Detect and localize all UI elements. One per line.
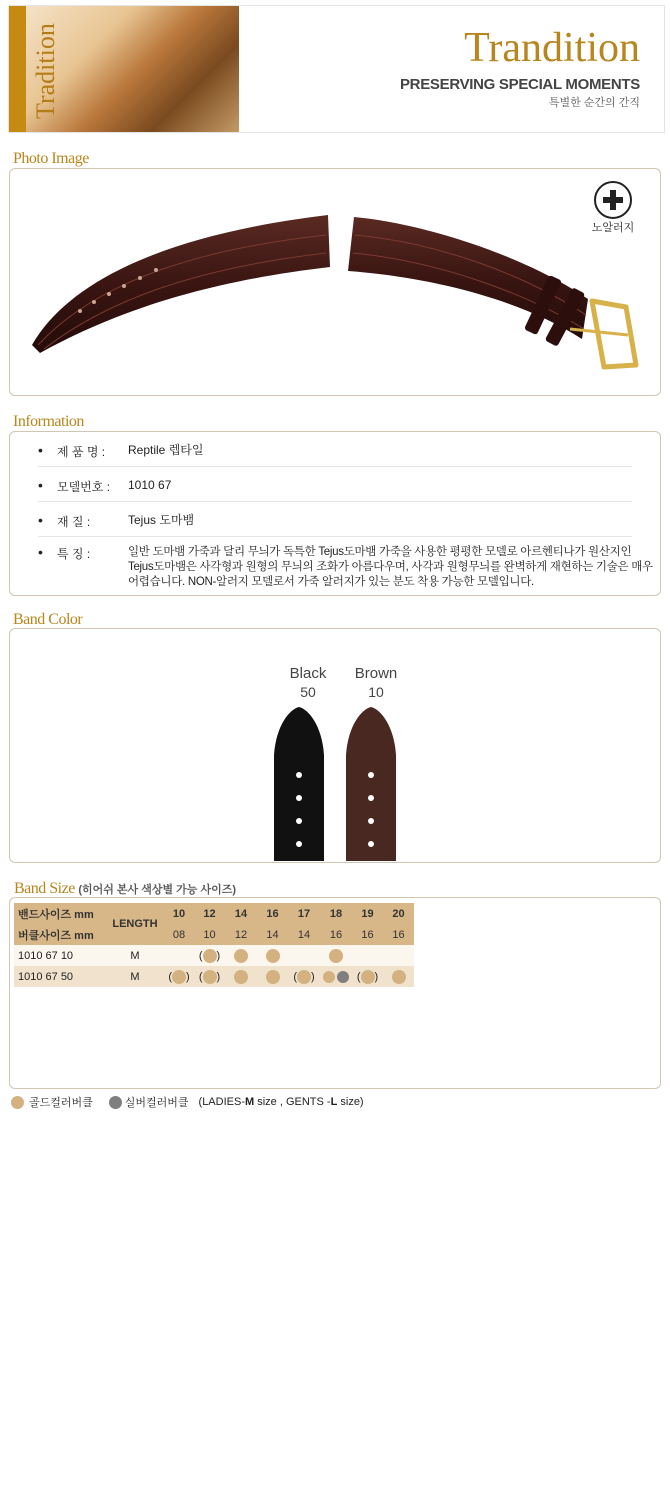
info-value: 일반 도마뱀 가죽과 달리 무늬가 독특한 Tejus도마뱀 가죽을 사용한 평평한 모델로 아르헨티나가 원산지인 Tejus도마뱀은 사각형과 원형의 무늬의 조화가 아름다우며, 사각과 원형무늬를 완벽하게 재현하는 기술은 매우 어렵습니다. NON-알러지 모델로서 가죽 알러지가 있는 분도 착용 가능한 모델입니다. <box>128 546 653 588</box>
buckle-size-header: 버클사이즈 mm <box>14 924 106 945</box>
size-cell: ( ) <box>194 945 225 966</box>
info-row <box>30 513 630 529</box>
band-size-section-title <box>14 880 236 898</box>
size-cell <box>257 945 288 966</box>
silver-buckle-icon <box>337 971 349 983</box>
band-size-note: (히어쉬 본사 색상별 가능 사이즈) <box>78 884 237 896</box>
photo-box <box>9 168 661 396</box>
size-cell <box>257 966 288 987</box>
size-cell <box>225 966 257 987</box>
band-size-value: 18 <box>320 903 352 924</box>
color-name: Brown <box>354 665 398 682</box>
buckle-size-value: 08 <box>164 924 194 945</box>
gold-buckle-icon <box>172 970 186 984</box>
gold-buckle-icon <box>234 949 248 963</box>
plus-icon <box>594 181 632 219</box>
band-color-box <box>9 628 661 863</box>
banner-subtitle-kr: 특별한 순간의 간직 <box>548 97 640 109</box>
size-cell <box>164 945 194 966</box>
divider <box>38 501 632 502</box>
size-note-middle: size , GENTS - <box>254 1096 331 1108</box>
banner-subtitle: PRESERVING SPECIAL MOMENTS <box>399 76 640 93</box>
buckle-size-value: 14 <box>257 924 288 945</box>
gold-buckle-icon <box>392 970 406 984</box>
gold-buckle-icon <box>361 970 375 984</box>
divider <box>38 536 632 537</box>
band-size-value: 17 <box>288 903 320 924</box>
size-note-m: M <box>245 1096 255 1108</box>
size-cell <box>288 945 320 966</box>
size-cell: ( ) <box>352 966 383 987</box>
bullet-icon: • <box>38 512 43 528</box>
size-cell <box>383 966 414 987</box>
length-value: M <box>106 966 164 987</box>
bullet-icon: • <box>38 477 43 493</box>
size-note-prefix: (LADIES- <box>198 1096 245 1108</box>
size-note-suffix: size) <box>337 1096 364 1108</box>
band-size-header: 밴드사이즈 mm <box>14 903 106 924</box>
gold-buckle-icon <box>203 970 217 984</box>
info-section-title: Information <box>13 413 84 430</box>
gold-buckle-icon <box>297 970 311 984</box>
size-cell <box>320 945 352 966</box>
buckle-size-value: 12 <box>225 924 257 945</box>
size-cell <box>320 966 352 987</box>
gold-buckle-legend-icon <box>11 1096 24 1109</box>
gold-buckle-icon <box>266 970 280 984</box>
gold-buckle-icon <box>203 949 217 963</box>
no-allergy-label: 노알러지 <box>591 222 635 234</box>
band-size-value: 10 <box>164 903 194 924</box>
info-label: 제 품 명 : <box>57 445 106 459</box>
model-code: 1010 67 50 <box>14 966 106 987</box>
info-value: 1010 67 <box>128 478 172 492</box>
info-label: 재 질 : <box>57 515 91 529</box>
info-value: Reptile 렙타일 <box>128 443 204 457</box>
size-table <box>14 903 414 987</box>
size-cell <box>383 945 414 966</box>
black-strap-swatch <box>272 705 326 861</box>
info-row <box>30 544 653 591</box>
strap-photo <box>10 169 660 395</box>
buckle-size-value: 16 <box>352 924 383 945</box>
buckle-size-value: 14 <box>288 924 320 945</box>
model-code: 1010 67 10 <box>14 945 106 966</box>
band-size-value: 19 <box>352 903 383 924</box>
gold-buckle-icon <box>323 971 335 983</box>
bullet-icon: • <box>38 442 43 458</box>
color-code: 10 <box>368 684 384 700</box>
info-row <box>30 478 630 494</box>
band-color-section-title: Band Color <box>13 611 83 628</box>
size-cell: ( ) <box>194 966 225 987</box>
divider <box>38 466 632 467</box>
info-row <box>30 443 630 459</box>
buckle-size-value: 10 <box>194 924 225 945</box>
silver-buckle-legend-icon <box>109 1096 122 1109</box>
banner-title: Trandition <box>464 25 640 71</box>
band-size-title: Band Size <box>14 880 75 897</box>
photo-section-title: Photo Image <box>13 150 89 167</box>
color-name: Black <box>289 665 327 682</box>
length-value: M <box>106 945 164 966</box>
band-size-value: 16 <box>257 903 288 924</box>
band-size-value: 20 <box>383 903 414 924</box>
info-value: Tejus 도마뱀 <box>128 513 195 527</box>
buckle-header-row <box>14 924 414 945</box>
gold-buckle-icon <box>266 949 280 963</box>
banner-vertical-text: Tradition <box>31 23 60 119</box>
buckle-size-value: 16 <box>320 924 352 945</box>
color-code: 50 <box>300 684 316 700</box>
table-row <box>14 945 414 966</box>
table-row <box>14 966 414 987</box>
brown-strap-swatch <box>344 705 398 861</box>
size-header-row <box>14 903 414 924</box>
band-size-value: 12 <box>194 903 225 924</box>
size-cell <box>225 945 257 966</box>
header-banner <box>8 5 665 133</box>
band-size-value: 14 <box>225 903 257 924</box>
size-cell: ( ) <box>288 966 320 987</box>
info-label: 특 징 : <box>57 547 91 561</box>
size-cell: ( ) <box>164 966 194 987</box>
length-header: LENGTH <box>106 903 164 945</box>
gold-buckle-icon <box>234 970 248 984</box>
buckle-legend <box>11 1094 364 1110</box>
silver-buckle-label: 실버컬러버클 <box>124 1097 189 1109</box>
size-cell <box>352 945 383 966</box>
gold-buckle-label: 골드컬러버클 <box>29 1097 93 1109</box>
bullet-icon: • <box>38 544 43 560</box>
size-note-l: L <box>330 1096 338 1108</box>
banner-accent-strip <box>9 6 26 132</box>
info-label: 모델번호 : <box>57 480 111 494</box>
gold-buckle-icon <box>329 949 343 963</box>
size-note <box>199 1096 364 1108</box>
buckle-size-value: 16 <box>383 924 414 945</box>
